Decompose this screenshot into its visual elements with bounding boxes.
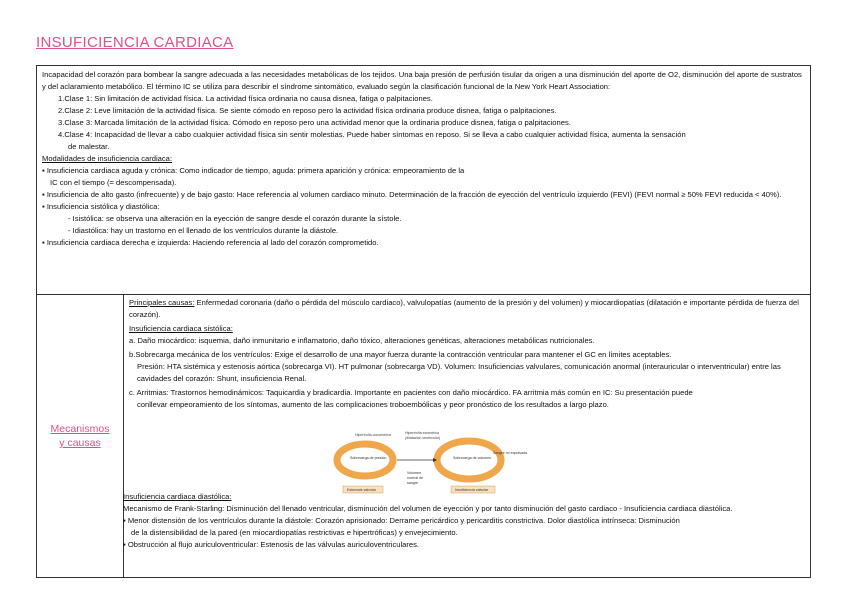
modality-diastolic-sub: - Idiastólica: hay un trastorno en el llenado de los ventrículos durante la diástole. <box>42 225 805 237</box>
modality-acute-chronic: ▪ Insuficiencia cardiaca aguda y crónica: Como indicador de tiempo, aguda: primera aparición y crónica: empeoramiento de la <box>42 165 805 177</box>
mechanisms-label <box>51 422 110 450</box>
modality-acute-chronic-cont: IC con el tiempo (= descompensada). <box>50 178 177 187</box>
diastolic-bullet-1: ▪ Menor distensión de los ventrículos durante la diástole: Corazón aprisionado: Derrame pericárdico y pericarditis constrictiva. Dolor diastólica intrínseca: Disminución <box>123 515 806 527</box>
definition-section <box>36 65 811 295</box>
modality-systolic-sub: - Isistólica: se observa una alteración en la eyección de sangre desde el corazón durante la sístole. <box>42 213 805 225</box>
fig-label-unexpelled: Sangre no expulsada <box>493 451 527 455</box>
diastolic-section <box>123 491 806 551</box>
systolic-b-cont: Presión: HTA sistémica y estenosis aórtica (sobrecarga VI). HT pulmonar (sobrecarga VD). Volumen: Insuficiencias valvulares, comunicación anormal (interauricular o interventricular) entre las cavidades del corazón: Shunt, insuficiencia Renal. <box>137 362 781 383</box>
pressure-loop-inner <box>347 451 383 469</box>
volume-loop-inner <box>447 449 491 471</box>
fig-label-concentric: Hipertrofia concéntrica <box>355 433 391 437</box>
systolic-b: b.Sobrecarga mecánica de los ventrículos: Exige el desarrollo de una mayor fuerza durante la contracción ventricular para mantener el GC en límites aceptables. <box>129 350 672 359</box>
fig-label-eccentric-2: (dilatación ventricular) <box>405 436 441 440</box>
mechanisms-label-line-1: Mecanismos <box>50 423 110 435</box>
mechanisms-label-cell <box>37 295 124 577</box>
fig-label-stenosis: Estenosis valvular <box>347 488 376 492</box>
systolic-heading: Insuficiencia cardiaca sistólica: <box>129 324 233 333</box>
class-4-continuation: de malestar. <box>68 142 110 151</box>
diastolic-bullet-2: ▪ Obstrucción al flujo auriculoventricular: Estenosis de las válvulas auriculoventriculares. <box>123 539 806 551</box>
page-title: INSUFICIENCIA CARDIACA <box>36 34 234 51</box>
fig-label-volume: Sobrecarga de volumen <box>453 456 492 460</box>
class-1: 1.Clase 1: Sin limitación de actividad física. La actividad física ordinaria no causa disnea, fatiga o palpitaciones. <box>58 94 433 103</box>
modality-right-left: ▪ Insuficiencia cardiaca derecha e izquierda: Haciendo referencia al lado del corazón comprometido. <box>42 237 805 249</box>
modality-systolic-diastolic: ▪ Insuficiencia sistólica y diastólica: <box>42 201 805 213</box>
causes-label: Principales causas: <box>129 298 195 307</box>
diastolic-bullet-1-cont: de la distensibilidad de la pared (en miocardiopatías restrictivas e hipertróficas) y envejecimiento. <box>131 528 458 537</box>
modality-high-low-output: ▪ Insuficiencia de alto gasto (infrecuente) y de bajo gasto: Hace referencia al volumen cardiaco minuto. Determinación de la fracción de eyección del ventrículo izquierdo (FEVI) (FEVI normal ≥ 50% FEVI reducida < 40%). <box>42 189 805 201</box>
fig-label-normal-volume-1: Volumen <box>407 471 421 475</box>
diastolic-text: Mecanismo de Frank-Starling: Disminución del llenado ventricular, disminución del volumen de eyección y por tanto disminución del gasto cardiaco - Insuficiencia cardiaca diastólica. <box>123 504 733 513</box>
class-3: 3.Clase 3: Marcada limitación de la actividad física. Cómodo en reposo pero una actividad menor que la ordinaria produce disnea, fatiga o palpitaciones. <box>58 118 571 127</box>
overload-figure <box>317 430 527 496</box>
intro-paragraph: Incapacidad del corazón para bombear la sangre adecuada a las necesidades metabólicas de los tejidos. Una baja presión de perfusión tisular da origen a una disminución del aporte de O2, disminución del aporte de sustratos y del aclaramiento metabólico. El término IC se utiliza para describir el síndrome sintomático, evaluado según la clasificación funcional de la New York Heart Association: <box>42 70 802 91</box>
fig-label-eccentric-1: Hipertrofia excéntrica <box>405 431 439 435</box>
class-4: 4.Clase 4: Incapacidad de llevar a cabo cualquier actividad física sin sentir molestias. Puede haber síntomas en reposo. Si se lleva a cabo cualquier actividad física, aumenta la sensación <box>58 130 686 139</box>
fig-label-insufficiency: Insuficiencia valvular <box>455 488 489 492</box>
diastolic-heading: Insuficiencia cardiaca diastólica: <box>123 492 232 501</box>
fig-label-normal-volume-3: sangre <box>407 481 418 485</box>
systolic-a: a. Daño miocárdico: isquemia, daño inmunitario e inflamatorio, daño tóxico, alteraciones genéticas, alteraciones metabólicas nutricionales. <box>129 336 595 345</box>
causes-text: Enfermedad coronaria (daño o pérdida del músculo cardiaco), valvulopatías (aumento de la presión y del volumen) y miocardiopatías (dilatación e importante pérdida de fuerza del corazón). <box>129 298 799 319</box>
modalities-heading: Modalidades de insuficiencia cardiaca: <box>42 154 173 163</box>
mechanisms-label-line-2: y causas <box>59 437 101 449</box>
fig-label-pressure: Sobrecarga de presión <box>350 456 387 460</box>
systolic-c: c. Arritmias: Trastornos hemodinámicos: Taquicardia y bradicardia. Importante en pacientes con daño miocárdico. FA arritmia más común en IC: Su presentación puede <box>129 388 693 397</box>
fig-label-normal-volume-2: normal de <box>407 476 423 480</box>
systolic-c-cont: conllevar empeoramiento de los síntomas, aumento de las complicaciones troboembólicas y peor pronóstico de los resultados a largo plazo. <box>137 400 609 409</box>
main-causes <box>129 297 805 321</box>
class-2: 2.Clase 2: Leve limitación de la actividad física. Se siente cómodo en reposo pero la actividad física ordinaria produce disnea, fatiga o palpitaciones. <box>58 106 557 115</box>
